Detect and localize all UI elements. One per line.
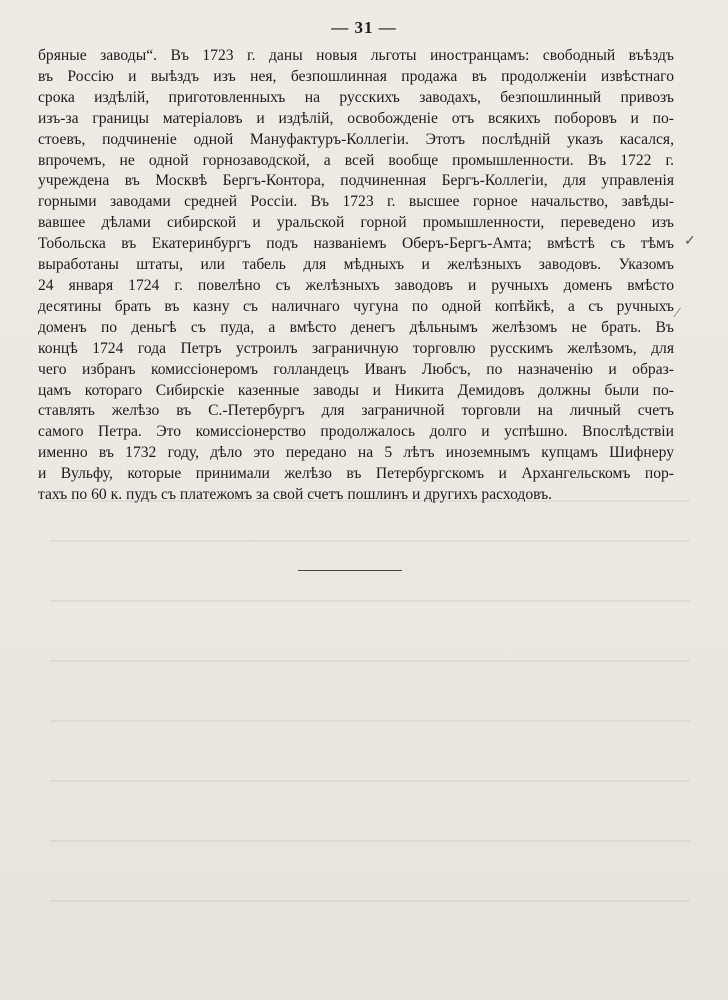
margin-check-icon: ⁄ — [676, 306, 679, 321]
text-line: стоевъ, подчиненіе одной Мануфактуръ-Коллегіи. Этотъ послѣдній указъ касался, — [38, 130, 674, 148]
bleed-through-line — [50, 600, 690, 602]
page-number: — 31 — — [331, 18, 397, 37]
bleed-through-line — [50, 660, 690, 662]
text-line: впрочемъ, не одной горнозаводской, а всей вообще промышленности. Въ 1722 г. — [38, 151, 674, 169]
text-line: и Вульфу, которые принимали желѣзо въ Петербургскомъ и Архангельскомъ пор- — [38, 465, 674, 483]
text-line: самого Петра. Это комиссіонерство продолжалось долго и успѣшно. Впослѣдствіи — [38, 423, 674, 441]
bleed-through-line — [50, 540, 690, 542]
bleed-through-line — [50, 720, 690, 722]
text-line: въ Россію и выѣздъ изъ нея, безпошлинная продажа въ продолженіи извѣстнаго — [38, 67, 674, 85]
bleed-through-line — [50, 780, 690, 782]
text-line: именно въ 1732 году, дѣло это передано на 5 лѣтъ иноземнымъ купцамъ Шифнеру — [38, 444, 674, 462]
body-paragraph — [38, 46, 674, 506]
text-line: срока издѣлій, приготовленныхъ на русскихъ заводахъ, безпошлинный привозъ — [38, 88, 674, 106]
text-line: Тобольска въ Екатеринбургъ подъ названіемъ Оберъ-Бергъ-Амта; вмѣстѣ съ тѣмъ — [38, 235, 674, 253]
section-divider — [298, 570, 402, 571]
text-line: ставлять желѣзо въ С.-Петербургъ для заграничной торговли на личный счетъ — [38, 402, 674, 420]
text-line: вавшее дѣлами сибирской и уральской горной промышленности, переведено изъ — [38, 214, 674, 232]
text-line: десятины брать въ казну съ наличнаго чугуна по одной копѣйкѣ, а съ ручныхъ — [38, 297, 674, 315]
text-line: горными заводами средней Россіи. Въ 1723 г. высшее горное начальство, завѣды- — [38, 193, 674, 211]
text-line: учреждена въ Москвѣ Бергъ-Контора, подчиненная Бергъ-Коллегіи, для управленія — [38, 172, 674, 190]
text-line: чего избранъ комиссіонеромъ голландецъ Иванъ Любсъ, по назначенію и образ- — [38, 360, 674, 378]
text-line: концѣ 1724 года Петръ устроилъ заграничную торговлю русскимъ желѣзомъ, для — [38, 339, 674, 357]
text-line: цамъ котораго Сибирскіе казенные заводы и Никита Демидовъ должны были по- — [38, 381, 674, 399]
text-line: тахъ по 60 к. пудъ съ платежомъ за свой счетъ пошлинъ и другихъ расходовъ. — [38, 486, 553, 504]
bleed-through-line — [50, 840, 690, 842]
text-line: бряные заводы“. Въ 1723 г. даны новыя льготы иностранцамъ: свободный въѣздъ — [38, 47, 674, 64]
margin-check-icon: ✓ — [684, 234, 696, 249]
text-line: доменъ по деньгѣ съ пуда, а вмѣсто денегъ дѣльнымъ желѣзомъ не брать. Въ — [38, 318, 674, 336]
text-line: 24 января 1724 г. повелѣно съ желѣзныхъ заводовъ и ручныхъ доменъ вмѣсто — [38, 276, 674, 294]
text-line: изъ-за границы матеріаловъ и издѣлій, освобожденіе отъ всякихъ поборовъ и по- — [38, 109, 674, 127]
text-line: выработаны штаты, или табель для мѣдныхъ и желѣзныхъ заводовъ. Указомъ — [38, 256, 674, 274]
bleed-through-line — [50, 900, 690, 902]
